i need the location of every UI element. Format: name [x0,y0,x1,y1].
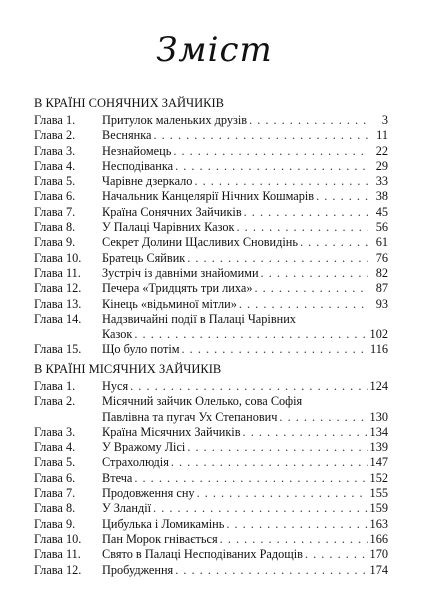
page-number: 3 [381,113,388,127]
chapter-title: У Палаці Чарівних Казок [102,220,235,235]
chapter-label: Глава 3. [34,424,76,439]
toc-entries [34,379,388,578]
dot-leader [175,563,367,578]
dot-leader [134,471,367,486]
toc-entry [34,501,388,516]
toc-entry [34,379,388,394]
dot-leader [187,251,368,266]
dot-leader [130,379,367,394]
chapter-label: Глава 15. [34,342,82,357]
chapter-title: Несподіванка [102,158,174,173]
page-number: 163 [369,516,388,531]
toc-entry [34,220,388,235]
toc-entry [34,235,388,250]
page-number: 139 [369,440,388,455]
toc-entry [34,563,388,578]
toc-entry [34,471,388,486]
page-number: 29 [375,158,388,173]
page-number: 116 [370,342,388,357]
chapter-title: Надзвичайні події в Палаці Чарівних [102,311,296,326]
page-number: 56 [375,220,388,235]
dot-leader [187,440,367,455]
page-number: 87 [375,281,388,296]
page-number: 45 [375,204,388,219]
toc-entry [34,312,388,327]
chapter-title: Що було потім [102,342,180,357]
toc-entry [34,266,388,281]
chapter-title: Цибулька і Ломикамінь [102,516,225,531]
chapter-label: Глава 5. [34,455,76,470]
page-number: 130 [369,409,388,424]
page-number: 22 [375,143,388,158]
page-number: 159 [369,501,388,516]
page-number: 76 [375,250,388,265]
dot-leader [226,517,367,532]
dot-leader [316,189,368,204]
chapter-label: Глава 5. [34,174,76,189]
toc-entry [34,174,388,189]
chapter-title: Братець Сяйвик [102,250,186,265]
chapter-label: Глава 14. [34,311,82,326]
chapter-title: Чарівне дзеркало [102,174,193,189]
chapter-title: Країна Сонячних Зайчиків [102,204,242,219]
chapter-label: Глава 8. [34,220,76,235]
dot-leader [134,327,367,342]
chapter-title: Начальник Канцелярії Нічних Кошмарів [102,189,315,204]
chapter-title: Країна Місячних Зайчиків [102,424,241,439]
dot-leader [220,532,368,547]
dot-leader [249,113,368,128]
chapter-label: Глава 6. [34,470,76,485]
toc-entry [34,394,388,409]
chapter-label: Глава 10. [34,250,82,265]
page-number: 102 [369,327,388,342]
toc-entry [34,517,388,532]
toc-entry [34,205,388,220]
toc-entry [34,440,388,455]
dot-leader [154,128,369,143]
page-number: 134 [369,424,388,439]
dot-leader [261,266,368,281]
page-title: Зміст [156,30,273,70]
section-title: В КРАЇНІ СОНЯЧНИХ ЗАЙЧИКІВ [34,96,225,110]
toc-entry [34,128,388,143]
toc-entry [34,297,388,312]
page-number: 11 [376,128,388,143]
page-number: 93 [375,296,388,311]
toc-entry [34,486,388,501]
chapter-label: Глава 12. [34,562,82,577]
toc-entry [34,251,388,266]
chapter-title: Притулок маленьких друзів [102,113,248,127]
page-number: 61 [375,235,388,250]
dot-leader [182,342,368,357]
toc-entry [34,281,388,296]
chapter-title: Нуся [102,379,129,393]
dot-leader [153,501,368,516]
chapter-label: Глава 10. [34,531,82,546]
dot-leader [305,547,368,562]
chapter-title: Місячний зайчик Олелько, сова Софія [102,394,303,409]
page-number: 33 [375,174,388,189]
chapter-title: Казок [102,327,133,342]
chapter-label: Глава 11. [34,265,81,280]
chapter-title: Страхолюдія [102,455,169,470]
toc-entry [34,425,388,440]
chapter-title: Секрет Долини Щасливих Сновидінь [102,235,298,250]
chapter-label: Глава 8. [34,501,76,516]
toc-section [34,96,388,358]
toc-entry [34,159,388,174]
chapter-title: Пробудження [102,562,174,577]
dot-leader [171,455,368,470]
chapter-label: Глава 3. [34,143,76,158]
chapter-title: У Зландії [102,501,152,516]
dot-leader [300,235,368,250]
dot-leader [173,144,368,159]
chapter-label: Глава 1. [34,113,76,127]
toc-entry [34,532,388,547]
chapter-label: Глава 13. [34,296,82,311]
toc-entry [34,113,388,128]
section-title: В КРАЇНІ МІСЯЧНИХ ЗАЙЧИКІВ [34,362,222,376]
chapter-label: Глава 7. [34,486,76,501]
chapter-label: Глава 4. [34,158,76,173]
toc-entry [34,547,388,562]
dot-leader [237,220,368,235]
page-number: 38 [375,189,388,204]
chapter-title: У Вражому Лісі [102,440,186,455]
chapter-label: Глава 12. [34,281,82,296]
chapter-label: Глава 11. [34,547,81,562]
dot-leader [244,205,368,220]
page-number: 166 [369,531,388,546]
chapter-label: Глава 9. [34,235,76,250]
dot-leader [194,174,368,189]
page-number: 124 [369,379,388,393]
chapter-title: Незнайомець [102,143,172,158]
chapter-title: Печера «Тридцять три лиха» [102,281,253,296]
page-number: 152 [369,470,388,485]
page-number: 174 [369,562,388,577]
toc-entry [34,189,388,204]
chapter-title: Втеча [102,470,133,485]
chapter-title: Продовження сну [102,486,195,501]
chapter-title: Зустріч із давніми знайомими [102,265,259,280]
chapter-label: Глава 1. [34,379,76,393]
chapter-title: Кінець «відьминої мітли» [102,296,237,311]
dot-leader [254,281,368,296]
page-number: 155 [369,486,388,501]
page-number: 147 [369,455,388,470]
chapter-label: Глава 4. [34,440,76,455]
toc-entry-continuation [34,327,388,342]
chapter-label: Глава 6. [34,189,76,204]
page-number: 170 [369,547,388,562]
chapter-title: Павлівна та пугач Ух Степанович [102,409,278,424]
chapter-label: Глава 9. [34,516,76,531]
dot-leader [239,297,368,312]
dot-leader [197,486,368,501]
toc-entry-continuation [34,410,388,425]
toc-entries [34,113,388,358]
chapter-label: Глава 2. [34,394,76,409]
chapter-label: Глава 7. [34,204,76,219]
chapter-title: Пан Морок гнівається [102,531,218,546]
toc-entry [34,342,388,357]
chapter-title: Свято в Палаці Несподіваних Радощів [102,547,303,562]
chapter-label: Глава 2. [34,128,76,143]
toc-entry [34,144,388,159]
dot-leader [279,410,367,425]
chapter-title: Веснянка [102,128,152,143]
toc-section [34,362,388,578]
dot-leader [175,159,368,174]
toc-entry [34,455,388,470]
page-number: 82 [375,265,388,280]
dot-leader [243,425,368,440]
